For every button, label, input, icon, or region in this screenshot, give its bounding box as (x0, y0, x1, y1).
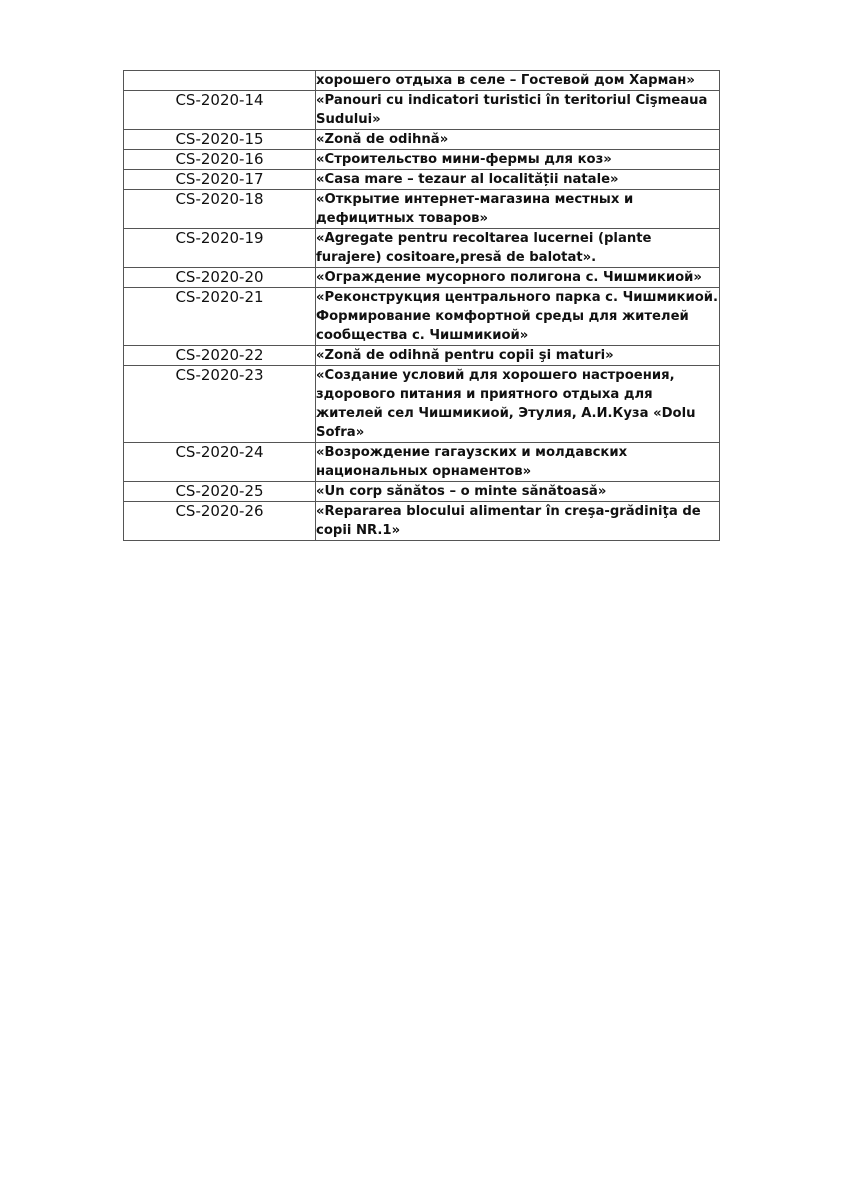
projects-table (123, 70, 720, 541)
project-title: «Panouri cu indicatori turistici în teritoriul Cişmeaua Sudului» (316, 91, 720, 130)
project-title: «Строительство мини-фермы для коз» (316, 150, 720, 170)
table-row (124, 443, 720, 482)
project-code: CS-2020-25 (124, 482, 316, 502)
table-row (124, 288, 720, 346)
project-title: «Zonă de odihnă» (316, 130, 720, 150)
project-title: «Реконструкция центрального парка с. Чишмикиой. Формирование комфортной среды для жителей сообщества с. Чишмикиой» (316, 288, 720, 346)
project-code: CS-2020-22 (124, 346, 316, 366)
table-row (124, 268, 720, 288)
table-row (124, 482, 720, 502)
table-row (124, 190, 720, 229)
project-code: CS-2020-16 (124, 150, 316, 170)
project-code: CS-2020-21 (124, 288, 316, 346)
project-title: «Zonă de odihnă pentru copii şi maturi» (316, 346, 720, 366)
project-title: хорошего отдыха в селе – Гостевой дом Харман» (316, 71, 720, 91)
table-row (124, 502, 720, 541)
project-title: «Возрождение гагаузских и молдавских национальных орнаментов» (316, 443, 720, 482)
project-code: CS-2020-19 (124, 229, 316, 268)
table-row (124, 229, 720, 268)
project-title: «Ограждение мусорного полигона с. Чишмикиой» (316, 268, 720, 288)
project-code: CS-2020-20 (124, 268, 316, 288)
table-row (124, 130, 720, 150)
table-row (124, 346, 720, 366)
project-code: CS-2020-18 (124, 190, 316, 229)
project-title: «Un corp sănătos – o minte sănătoasă» (316, 482, 720, 502)
table-row (124, 150, 720, 170)
table-row (124, 170, 720, 190)
project-code: CS-2020-23 (124, 366, 316, 443)
project-code: CS-2020-15 (124, 130, 316, 150)
table-row (124, 71, 720, 91)
project-code: CS-2020-14 (124, 91, 316, 130)
table-row (124, 366, 720, 443)
table-row (124, 91, 720, 130)
project-code: CS-2020-26 (124, 502, 316, 541)
project-title: «Repararea blocului alimentar în creşa-grădiniţa de copii NR.1» (316, 502, 720, 541)
project-title: «Открытие интернет-магазина местных и дефицитных товаров» (316, 190, 720, 229)
project-title: «Agregate pentru recoltarea lucernei (plante furajere) cositoare,presă de balotat». (316, 229, 720, 268)
project-title: «Создание условий для хорошего настроения, здорового питания и приятного отдыха для жителей сел Чишмикиой, Этулия, А.И.Куза «Dolu Sofra» (316, 366, 720, 443)
project-code: CS-2020-24 (124, 443, 316, 482)
project-title: «Casa mare – tezaur al localității natale» (316, 170, 720, 190)
project-code (124, 71, 316, 91)
project-code: CS-2020-17 (124, 170, 316, 190)
